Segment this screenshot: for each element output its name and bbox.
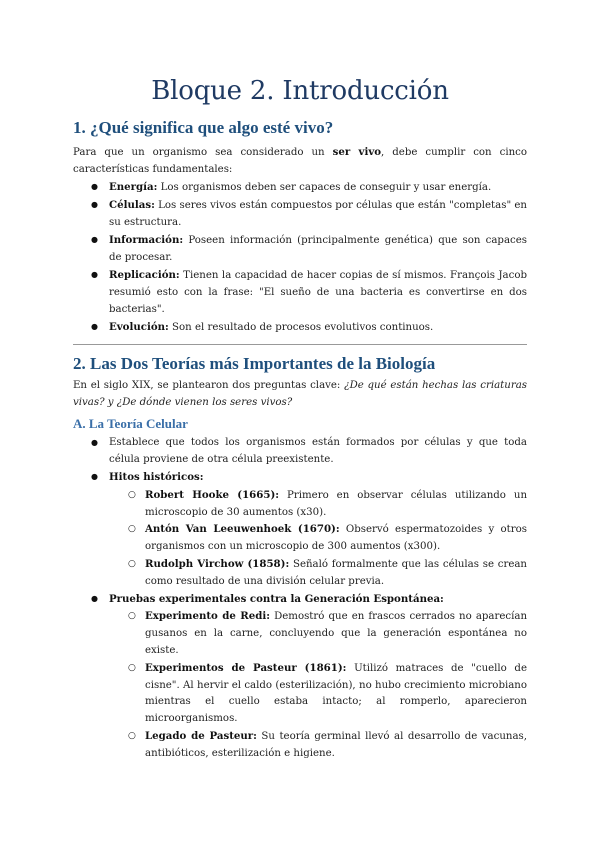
item-term: Robert Hooke (1665): xyxy=(145,488,280,501)
item-term: Información: xyxy=(109,233,184,246)
section-2-intro xyxy=(73,378,527,412)
item-text: Tienen la capacidad de hacer copias de sí mismos. François Jacob resumió esto con la frase: "El sueño de una bacteria es convertirse en dos bacterias". xyxy=(109,270,527,315)
list-item xyxy=(109,728,527,763)
list-item xyxy=(73,435,527,469)
list-item xyxy=(109,487,527,522)
section-1-intro xyxy=(73,144,527,179)
item-text: Son el resultado de procesos evolutivos continuos. xyxy=(168,321,434,333)
pruebas-list xyxy=(109,608,527,762)
list-item xyxy=(109,556,527,591)
item-text: Señaló formalmente que las células se crean como resultado de una división celular previa. xyxy=(145,558,527,587)
item-term: Células: xyxy=(109,198,155,211)
hitos-list xyxy=(109,487,527,591)
item-text: Su teoría germinal llevó al desarrollo de vacunas, antibióticos, esterilización e higiene. xyxy=(145,730,527,759)
list-item-pruebas xyxy=(73,591,527,763)
item-text: Primero en observar células utilizando un microscopio de 30 aumentos (x30). xyxy=(145,489,528,518)
item-term: Energía: xyxy=(109,180,158,193)
section-2-heading: 2. Las Dos Teorías más Importantes de la Biología xyxy=(73,353,436,373)
item-term: Rudolph Virchow (1858): xyxy=(145,557,290,570)
intro-text: Para que un organismo sea considerado un xyxy=(73,147,333,158)
cell-theory-list xyxy=(73,435,527,762)
list-item xyxy=(109,608,527,659)
section-1-heading: 1. ¿Qué significa que algo esté vivo? xyxy=(73,118,334,137)
list-item xyxy=(73,267,527,318)
item-term: Antón Van Leeuwenhoek (1670): xyxy=(145,523,340,536)
intro-text: En el siglo XIX, se plantearon dos preguntas clave: xyxy=(73,379,345,391)
list-item xyxy=(73,232,527,267)
intro-text-end: , debe cumplir con cinco características fundamentales: xyxy=(73,147,527,175)
hitos-label: Hitos históricos: xyxy=(109,470,204,483)
item-term: Evolución: xyxy=(109,320,169,333)
list-item xyxy=(73,197,527,232)
section-divider xyxy=(73,344,527,345)
subsection-a-heading: A. La Teoría Celular xyxy=(73,416,188,432)
item-term: Legado de Pasteur: xyxy=(145,729,257,742)
list-item xyxy=(109,521,527,556)
item-text: Establece que todos los organismos están formados por células y que toda célula proviene de otra célula preexistente. xyxy=(109,437,527,466)
list-item-hitos xyxy=(73,469,527,591)
item-term: Replicación: xyxy=(109,269,180,282)
page-title: Bloque 2. Introducción xyxy=(151,76,449,106)
item-text: Los organismos deben ser capaces de conseguir y usar energía. xyxy=(157,181,492,193)
item-text: Observó espermatozoides y otros organismos con un microscopio de 300 aumentos (x300). xyxy=(145,524,527,553)
list-item xyxy=(73,179,527,197)
list-item xyxy=(109,660,527,728)
intro-questions: ¿De qué están hechas las criaturas vivas? y ¿De dónde vienen los seres vivos? xyxy=(73,379,527,408)
intro-bold-term: ser vivo xyxy=(332,146,382,158)
item-text: Demostró que en frascos cerrados no aparecían gusanos en la carne, concluyendo que la generación espontánea no existe. xyxy=(145,611,527,656)
item-term: Experimento de Redi: xyxy=(145,610,270,623)
item-text: Utilizó matraces de "cuello de cisne". Al hervir el caldo (esterilización), no hubo crecimiento microbiano mientras el cuello estaba intacto; al romperlo, aparecieron microorganismos. xyxy=(145,662,527,725)
item-text: Los seres vivos están compuestos por células que están "completas" en su estructura. xyxy=(109,199,527,228)
item-term: Experimentos de Pasteur (1861): xyxy=(145,661,347,674)
item-text: Poseen información (principalmente genética) que son capaces de procesar. xyxy=(109,234,527,263)
pruebas-label: Pruebas experimentales contra la Generación Espontánea: xyxy=(109,592,444,605)
list-item xyxy=(73,319,527,337)
characteristics-list xyxy=(73,179,527,337)
